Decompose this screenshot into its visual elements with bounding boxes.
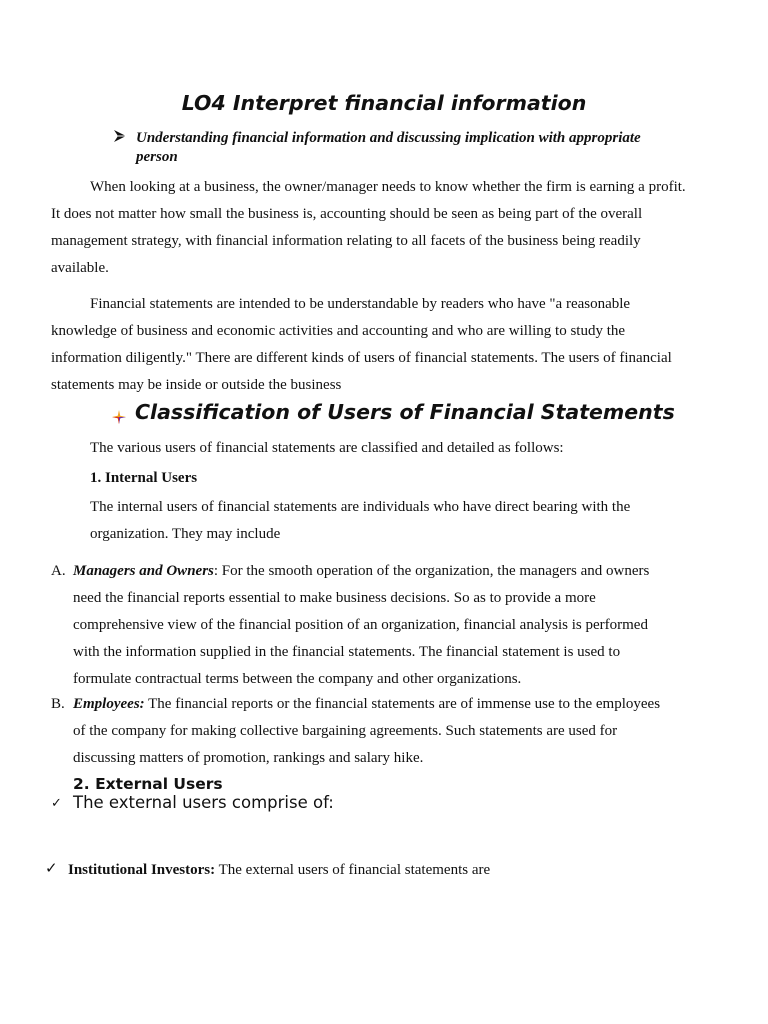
paragraph-intro: When looking at a business, the owner/manager needs to know whether the firm is earning a profit. It does not matter how small the business is, accounting should be seen as being part of the overall management strategy, with financial information relating to all facets of the business being readily available. [51,179,686,276]
list-item-managers-owners [73,558,673,693]
external-users-intro: The external users comprise of: [73,793,334,812]
section-heading: Classification of Users of Financial Statements [135,400,675,424]
subheading: Understanding financial information and discussing implication with appropriate person [136,130,641,165]
section-intro: The various users of financial statements are classified and detailed as follows: [90,440,564,456]
list-item-institutional-investors [68,857,708,884]
institutional-investors-text: The external users of financial statements are [215,862,491,878]
term-employees: Employees: [73,696,145,712]
four-point-star-icon [112,410,126,424]
term-managers-owners: Managers and Owners [73,563,214,579]
list-item-employees [73,691,673,772]
managers-owners-text: : For the smooth operation of the organization, the managers and owners need the financial reports essential to make business decisions. So as to provide a more comprehensive view of the financial position of an organization, financial analysis is performed with the information supplied in the financial statements. The financial statement is used to formulate contractual terms between the company and other organizations. [73,563,650,687]
list-marker-a: A. [51,563,66,579]
page-title: LO4 Interpret financial information [181,91,587,115]
employees-text: The financial reports or the financial statements are of immense use to the employees of the company for making collective bargaining agreements. Such statements are used for discussing matters of promotion, rankings and salary hike. [73,696,661,766]
term-institutional-investors: Institutional Investors: [68,862,216,878]
check-icon: ✓ [51,796,62,811]
paragraph-financial-statements: Financial statements are intended to be understandable by readers who have "a reasonable knowledge of business and economic activities and accounting and who are willing to study the information diligently." There are different kinds of users of financial statements. The users of financial statements may be inside or outside the business [51,296,672,393]
check-icon: ✓ [45,859,58,877]
internal-users-heading: 1. Internal Users [90,470,198,486]
internal-users-intro: The internal users of financial statements are individuals who have direct bearing with the organization. They may include [90,499,631,542]
arrow-bullet-icon [113,129,127,148]
list-marker-b: B. [51,696,65,712]
external-users-heading: 2. External Users [73,775,223,793]
